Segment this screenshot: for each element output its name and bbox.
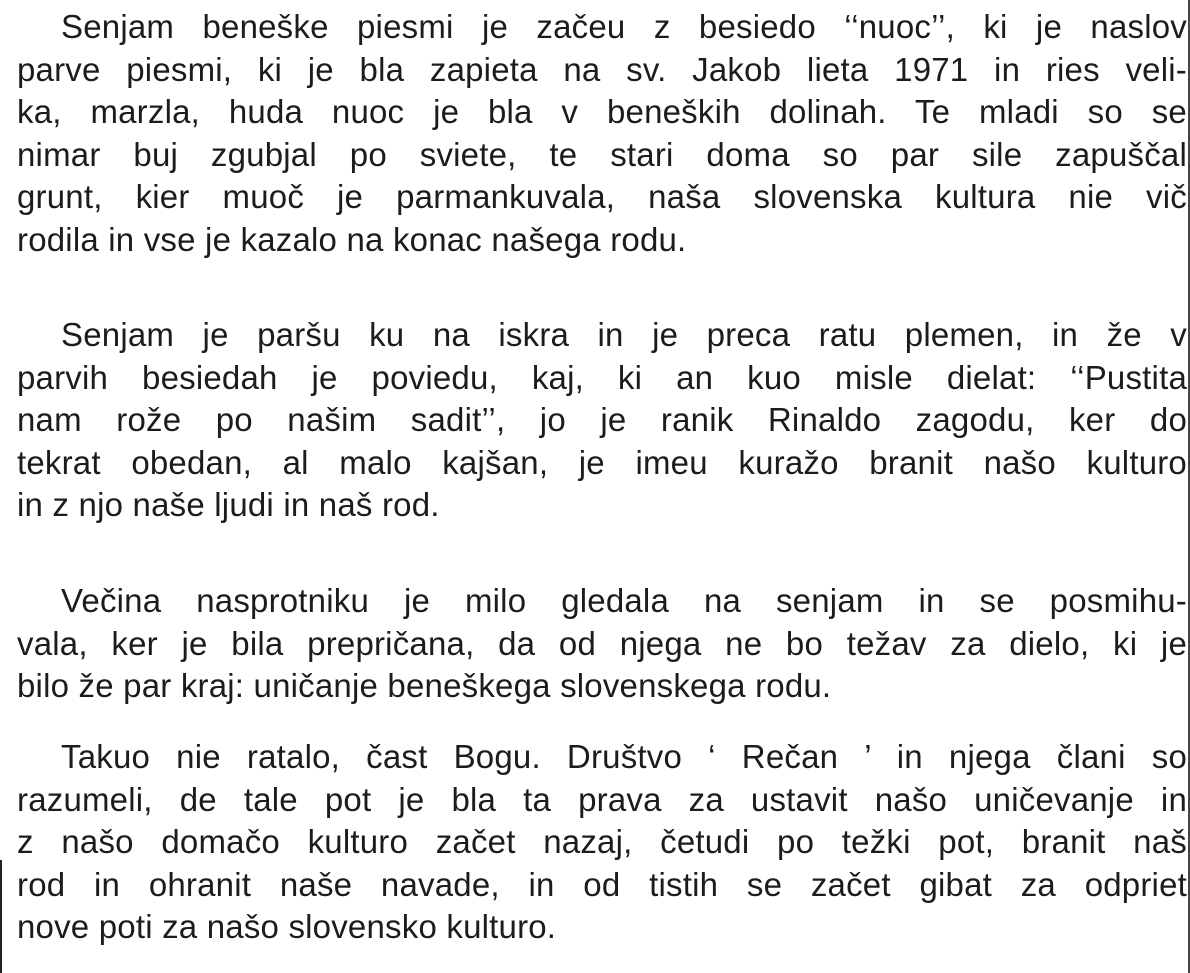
- text-line: parvih besiedah je poviedu, kaj, ki an kuo misle dielat: ‘‘Pustita: [17, 358, 1187, 396]
- text-line: tekrat obedan, al malo kajšan, je imeu kuražo branit našo kulturo: [17, 443, 1187, 481]
- text-line: nove poti za našo slovensko kulturo.: [17, 908, 557, 946]
- text-line: parve piesmi, ki je bla zapieta na sv. Jakob lieta 1971 in ries veli-: [17, 50, 1187, 88]
- paragraph-3: [17, 580, 1187, 708]
- text-line: in z njo naše ljudi in naš rod.: [17, 486, 440, 524]
- text-line: razumeli, de tale pot je bla ta prava za ustavit našo uničevanje in: [17, 780, 1187, 818]
- text-line: bilo že par kraj: uničanje beneškega slovenskega rodu.: [17, 667, 832, 705]
- text-line: ka, marzla, huda nuoc je bla v beneških dolinah. Te mladi so se: [17, 93, 1187, 131]
- paragraph-2: [17, 314, 1187, 527]
- text-line: Večina nasprotniku je milo gledala na senjam in se posmihu-: [61, 582, 1187, 619]
- text-line: nam rože po našim sadit’’, jo je ranik Rinaldo zagodu, ker do: [17, 401, 1187, 439]
- text-line: rodila in vse je kazalo na konac našega rodu.: [17, 220, 687, 258]
- text-line: grunt, kier muoč je parmankuvala, naša slovenska kultura nie vič: [17, 178, 1187, 216]
- scan-edge-left: [0, 860, 2, 973]
- text-line: nimar buj zgubjal po sviete, te stari doma so par sile zapuščal: [17, 135, 1187, 173]
- text-line: rod in ohranit naše navade, in od tistih se začet gibat za odpriet: [17, 865, 1187, 903]
- text-line: vala, ker je bila prepričana, da od njega ne bo težav za dielo, ki je: [17, 624, 1187, 662]
- text-line: Senjam beneške piesmi je začeu z besiedo ‘‘nuoc’’, ki je naslov: [61, 8, 1187, 45]
- paragraph-4: [17, 736, 1187, 949]
- text-line: z našo domačo kulturo začet nazaj, četudi po težki pot, branit naš: [17, 823, 1187, 861]
- text-line: Senjam je paršu ku na iskra in je preca ratu plemen, in že v: [61, 316, 1187, 353]
- text-line: Takuo nie ratalo, čast Bogu. Društvo ‘ Rečan ’ in njega člani so: [61, 738, 1187, 775]
- paragraph-1: [17, 6, 1187, 262]
